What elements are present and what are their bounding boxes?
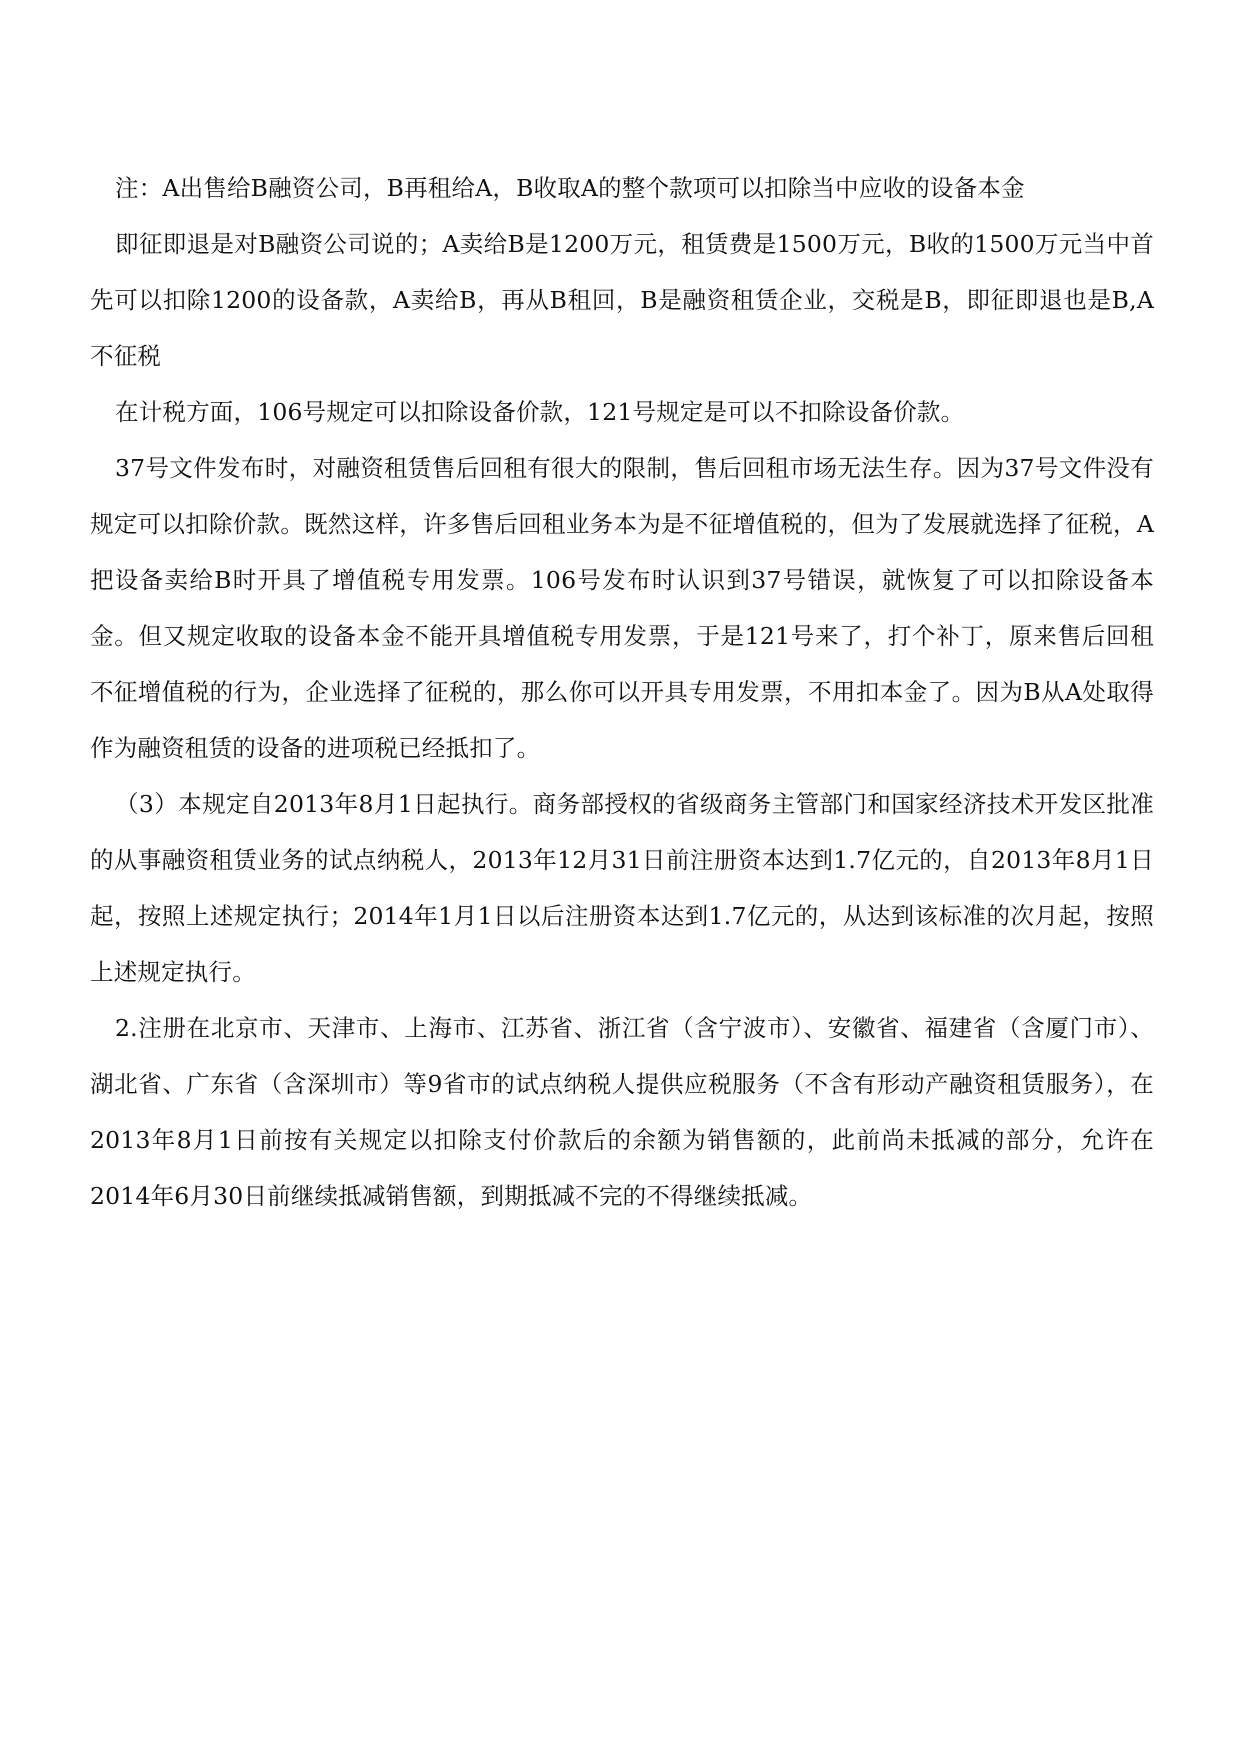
paragraph-refund-explanation: 即征即退是对B融资公司说的；A卖给B是1200万元，租赁费是1500万元，B收的1500万元当中首先可以扣除1200的设备款，A卖给B，再从B租回，B是融资租赁企业，交税是B，即征即退也是B,A不征税	[90, 230, 1154, 370]
paragraph-tax-calculation: 在计税方面，106号规定可以扣除设备价款，121号规定是可以不扣除设备价款。	[115, 398, 965, 426]
paragraph-note: 注：A出售给B融资公司，B再租给A，B收取A的整个款项可以扣除当中应收的设备本金	[115, 174, 1025, 202]
paragraph-pilot-regions: 2.注册在北京市、天津市、上海市、江苏省、浙江省（含宁波市）、安徽省、福建省（含厦门市）、湖北省、广东省（含深圳市）等9省市的试点纳税人提供应税服务（不含有形动产融资租赁服务），在2013年8月1日前按有关规定以扣除支付价款后的余额为销售额的，此前尚未抵减的部分，允许在2014年6月30日前继续抵减销售额，到期抵减不完的不得继续抵减。	[90, 1014, 1154, 1210]
paragraph-document-37: 37号文件发布时，对融资租赁售后回租有很大的限制，售后回租市场无法生存。因为37号文件没有规定可以扣除价款。既然这样，许多售后回租业务本为是不征增值税的，但为了发展就选择了征税，A把设备卖给B时开具了增值税专用发票。106号发布时认识到37号错误，就恢复了可以扣除设备本金。但又规定收取的设备本金不能开具增值税专用发票，于是121号来了，打个补丁，原来售后回租不征增值税的行为，企业选择了征税的，那么你可以开具专用发票，不用扣本金了。因为B从A处取得作为融资租赁的设备的进项税已经抵扣了。	[90, 454, 1154, 762]
paragraph-effective-date: （3）本规定自2013年8月1日起执行。商务部授权的省级商务主管部门和国家经济技术开发区批准的从事融资租赁业务的试点纳税人，2013年12月31日前注册资本达到1.7亿元的，自2013年8月1日起，按照上述规定执行；2014年1月1日以后注册资本达到1.7亿元的，从达到该标准的次月起，按照上述规定执行。	[90, 790, 1154, 986]
document-body	[90, 160, 1154, 1224]
